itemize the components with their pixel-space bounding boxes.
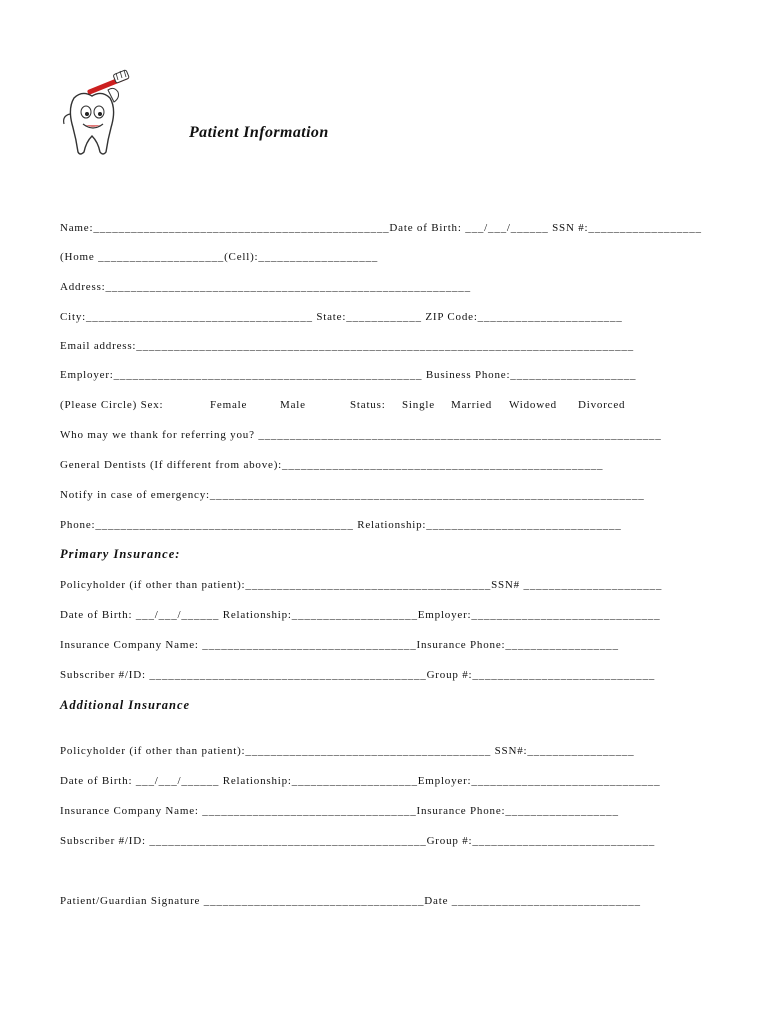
status-option-widowed[interactable]: Widowed <box>509 399 557 411</box>
sex-label: (Please Circle) Sex: <box>60 399 164 411</box>
address-field-line[interactable]: Address:__________________________________________________________ <box>60 281 471 293</box>
status-option-divorced[interactable]: Divorced <box>578 399 626 411</box>
signature-date-field-line[interactable]: Patient/Guardian Signature ___________________________________Date ______________________________ <box>60 895 641 907</box>
city-state-zip-field-line[interactable]: City:____________________________________ State:____________ ZIP Code:_______________________ <box>60 311 623 323</box>
sex-option-female[interactable]: Female <box>210 399 248 411</box>
emergency-contact-field-line[interactable]: Notify in case of emergency:_____________________________________________________________________ <box>60 489 645 501</box>
status-label: Status: <box>350 399 386 411</box>
additional-insurance-heading: Additional Insurance <box>60 698 191 712</box>
home-cell-field-line[interactable]: (Home ____________________(Cell):___________________ <box>60 251 379 263</box>
additional-policyholder-field-line[interactable]: Policyholder (if other than patient):_______________________________________ SSN#:_________________ <box>60 745 635 757</box>
primary-subscriber-field-line[interactable]: Subscriber #/ID: ____________________________________________Group #:_____________________________ <box>60 669 656 681</box>
primary-policyholder-field-line[interactable]: Policyholder (if other than patient):_______________________________________SSN# ______________________ <box>60 579 663 591</box>
primary-company-field-line[interactable]: Insurance Company Name: __________________________________Insurance Phone:__________________ <box>60 639 619 651</box>
status-option-married[interactable]: Married <box>451 399 493 411</box>
name-field-line[interactable]: Name:_______________________________________________Date of Birth: ___/___/______ SSN #:__________________ <box>60 222 702 234</box>
page-title: Patient Information <box>189 124 329 141</box>
sex-option-male[interactable]: Male <box>280 399 306 411</box>
additional-subscriber-field-line[interactable]: Subscriber #/ID: ____________________________________________Group #:_____________________________ <box>60 835 656 847</box>
email-field-line[interactable]: Email address:_______________________________________________________________________________ <box>60 340 634 352</box>
employer-field-line[interactable]: Employer:_________________________________________________ Business Phone:____________________ <box>60 369 637 381</box>
primary-insurance-heading: Primary Insurance: <box>60 547 181 561</box>
tooth-mascot-icon <box>56 68 140 158</box>
referral-field-line[interactable]: Who may we thank for referring you? ________________________________________________________________ <box>60 429 662 441</box>
additional-dob-field-line[interactable]: Date of Birth: ___/___/______ Relationship:____________________Employer:______________________________ <box>60 775 661 787</box>
primary-dob-field-line[interactable]: Date of Birth: ___/___/______ Relationship:____________________Employer:______________________________ <box>60 609 661 621</box>
phone-relationship-field-line[interactable]: Phone:_________________________________________ Relationship:_______________________________ <box>60 519 622 531</box>
general-dentist-field-line[interactable]: General Dentists (If different from above):___________________________________________________ <box>60 459 604 471</box>
status-option-single[interactable]: Single <box>402 399 435 411</box>
additional-company-field-line[interactable]: Insurance Company Name: __________________________________Insurance Phone:__________________ <box>60 805 619 817</box>
sex-status-row <box>60 398 680 412</box>
